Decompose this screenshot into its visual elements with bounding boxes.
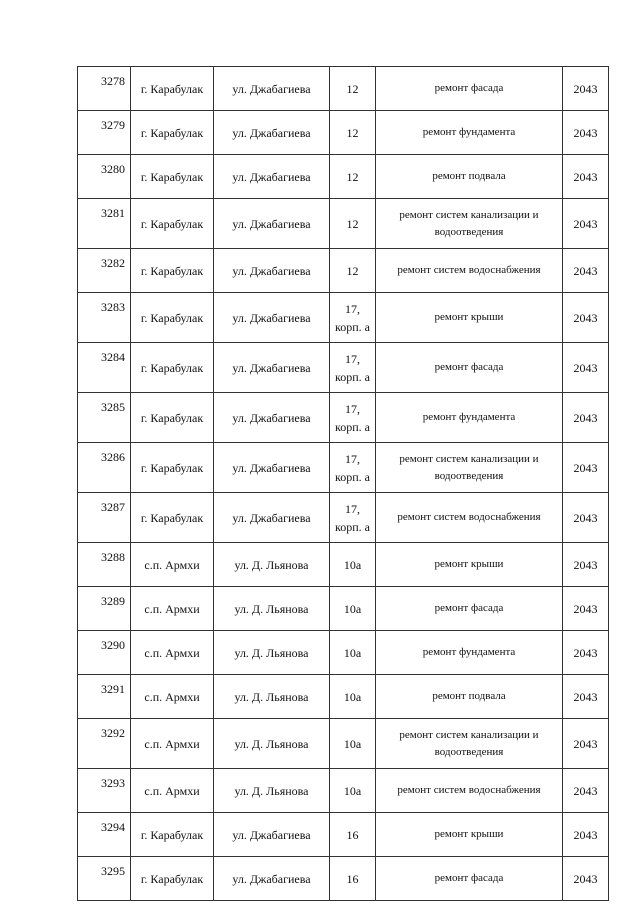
settlement-cell: с.п. Армхи xyxy=(131,631,214,675)
house-cell: 10а xyxy=(330,719,376,769)
work-type-cell: ремонт подвала xyxy=(376,675,563,719)
table-row xyxy=(78,111,609,155)
work-type-cell: ремонт фундамента xyxy=(376,111,563,155)
year-cell: 2043 xyxy=(563,111,609,155)
settlement-cell: г. Карабулак xyxy=(131,393,214,443)
house-cell: 10а xyxy=(330,631,376,675)
row-number: 3290 xyxy=(78,631,131,675)
settlement-cell: г. Карабулак xyxy=(131,67,214,111)
row-number: 3295 xyxy=(78,857,131,901)
work-type-cell: ремонт крыши xyxy=(376,813,563,857)
year-cell: 2043 xyxy=(563,343,609,393)
row-number: 3280 xyxy=(78,155,131,199)
settlement-cell: г. Карабулак xyxy=(131,111,214,155)
settlement-cell: г. Карабулак xyxy=(131,155,214,199)
settlement-cell: г. Карабулак xyxy=(131,343,214,393)
work-type-cell: ремонт крыши xyxy=(376,293,563,343)
house-cell: 12 xyxy=(330,155,376,199)
work-type-cell: ремонт фундамента xyxy=(376,631,563,675)
table-row xyxy=(78,675,609,719)
row-number: 3281 xyxy=(78,199,131,249)
work-type-cell: ремонт фундамента xyxy=(376,393,563,443)
work-type-cell: ремонт систем канализации и водоотведения xyxy=(376,443,563,493)
work-type-cell: ремонт систем водоснабжения xyxy=(376,493,563,543)
settlement-cell: с.п. Армхи xyxy=(131,769,214,813)
table-row xyxy=(78,343,609,393)
street-cell: ул. Джабагиева xyxy=(214,493,330,543)
settlement-cell: г. Карабулак xyxy=(131,293,214,343)
work-type-cell: ремонт систем водоснабжения xyxy=(376,769,563,813)
settlement-cell: г. Карабулак xyxy=(131,813,214,857)
year-cell: 2043 xyxy=(563,155,609,199)
row-number: 3289 xyxy=(78,587,131,631)
work-type-cell: ремонт фасада xyxy=(376,343,563,393)
table-row xyxy=(78,719,609,769)
row-number: 3286 xyxy=(78,443,131,493)
house-cell: 17, корп. а xyxy=(330,393,376,443)
work-type-cell: ремонт фасада xyxy=(376,857,563,901)
street-cell: ул. Джабагиева xyxy=(214,857,330,901)
table-row xyxy=(78,857,609,901)
row-number: 3287 xyxy=(78,493,131,543)
settlement-cell: г. Карабулак xyxy=(131,249,214,293)
table-row xyxy=(78,587,609,631)
year-cell: 2043 xyxy=(563,857,609,901)
house-cell: 17, корп. а xyxy=(330,343,376,393)
house-cell: 12 xyxy=(330,67,376,111)
year-cell: 2043 xyxy=(563,293,609,343)
house-cell: 17, корп. а xyxy=(330,293,376,343)
table-row xyxy=(78,813,609,857)
row-number: 3291 xyxy=(78,675,131,719)
work-type-cell: ремонт систем водоснабжения xyxy=(376,249,563,293)
settlement-cell: г. Карабулак xyxy=(131,493,214,543)
year-cell: 2043 xyxy=(563,813,609,857)
house-cell: 12 xyxy=(330,249,376,293)
house-cell: 16 xyxy=(330,857,376,901)
row-number: 3278 xyxy=(78,67,131,111)
settlement-cell: с.п. Армхи xyxy=(131,587,214,631)
year-cell: 2043 xyxy=(563,393,609,443)
table-row xyxy=(78,393,609,443)
table-row xyxy=(78,155,609,199)
house-cell: 17, корп. а xyxy=(330,493,376,543)
settlement-cell: с.п. Армхи xyxy=(131,543,214,587)
street-cell: ул. Джабагиева xyxy=(214,67,330,111)
work-type-cell: ремонт подвала xyxy=(376,155,563,199)
house-cell: 12 xyxy=(330,111,376,155)
table-row xyxy=(78,67,609,111)
street-cell: ул. Джабагиева xyxy=(214,155,330,199)
row-number: 3294 xyxy=(78,813,131,857)
year-cell: 2043 xyxy=(563,249,609,293)
year-cell: 2043 xyxy=(563,67,609,111)
repair-schedule-table xyxy=(77,66,609,901)
street-cell: ул. Джабагиева xyxy=(214,813,330,857)
street-cell: ул. Д. Льянова xyxy=(214,631,330,675)
year-cell: 2043 xyxy=(563,631,609,675)
year-cell: 2043 xyxy=(563,199,609,249)
house-cell: 17, корп. а xyxy=(330,443,376,493)
table-row xyxy=(78,543,609,587)
row-number: 3282 xyxy=(78,249,131,293)
house-cell: 16 xyxy=(330,813,376,857)
year-cell: 2043 xyxy=(563,493,609,543)
settlement-cell: г. Карабулак xyxy=(131,199,214,249)
row-number: 3293 xyxy=(78,769,131,813)
street-cell: ул. Джабагиева xyxy=(214,293,330,343)
table-row xyxy=(78,769,609,813)
house-cell: 10а xyxy=(330,769,376,813)
house-cell: 10а xyxy=(330,543,376,587)
street-cell: ул. Д. Льянова xyxy=(214,769,330,813)
street-cell: ул. Джабагиева xyxy=(214,249,330,293)
year-cell: 2043 xyxy=(563,443,609,493)
street-cell: ул. Джабагиева xyxy=(214,343,330,393)
settlement-cell: г. Карабулак xyxy=(131,857,214,901)
row-number: 3292 xyxy=(78,719,131,769)
street-cell: ул. Д. Льянова xyxy=(214,587,330,631)
table-body xyxy=(78,67,609,901)
year-cell: 2043 xyxy=(563,675,609,719)
row-number: 3283 xyxy=(78,293,131,343)
table-row xyxy=(78,631,609,675)
table-row xyxy=(78,293,609,343)
table-row xyxy=(78,443,609,493)
row-number: 3284 xyxy=(78,343,131,393)
street-cell: ул. Джабагиева xyxy=(214,393,330,443)
table-row xyxy=(78,493,609,543)
table-row xyxy=(78,249,609,293)
settlement-cell: с.п. Армхи xyxy=(131,675,214,719)
work-type-cell: ремонт систем канализации и водоотведения xyxy=(376,719,563,769)
house-cell: 12 xyxy=(330,199,376,249)
settlement-cell: с.п. Армхи xyxy=(131,719,214,769)
table-row xyxy=(78,199,609,249)
year-cell: 2043 xyxy=(563,719,609,769)
work-type-cell: ремонт систем канализации и водоотведения xyxy=(376,199,563,249)
house-cell: 10а xyxy=(330,675,376,719)
settlement-cell: г. Карабулак xyxy=(131,443,214,493)
house-cell: 10а xyxy=(330,587,376,631)
year-cell: 2043 xyxy=(563,769,609,813)
row-number: 3285 xyxy=(78,393,131,443)
row-number: 3288 xyxy=(78,543,131,587)
street-cell: ул. Джабагиева xyxy=(214,111,330,155)
row-number: 3279 xyxy=(78,111,131,155)
work-type-cell: ремонт крыши xyxy=(376,543,563,587)
street-cell: ул. Д. Льянова xyxy=(214,543,330,587)
year-cell: 2043 xyxy=(563,543,609,587)
work-type-cell: ремонт фасада xyxy=(376,587,563,631)
work-type-cell: ремонт фасада xyxy=(376,67,563,111)
street-cell: ул. Джабагиева xyxy=(214,199,330,249)
year-cell: 2043 xyxy=(563,587,609,631)
street-cell: ул. Джабагиева xyxy=(214,443,330,493)
street-cell: ул. Д. Льянова xyxy=(214,719,330,769)
street-cell: ул. Д. Льянова xyxy=(214,675,330,719)
